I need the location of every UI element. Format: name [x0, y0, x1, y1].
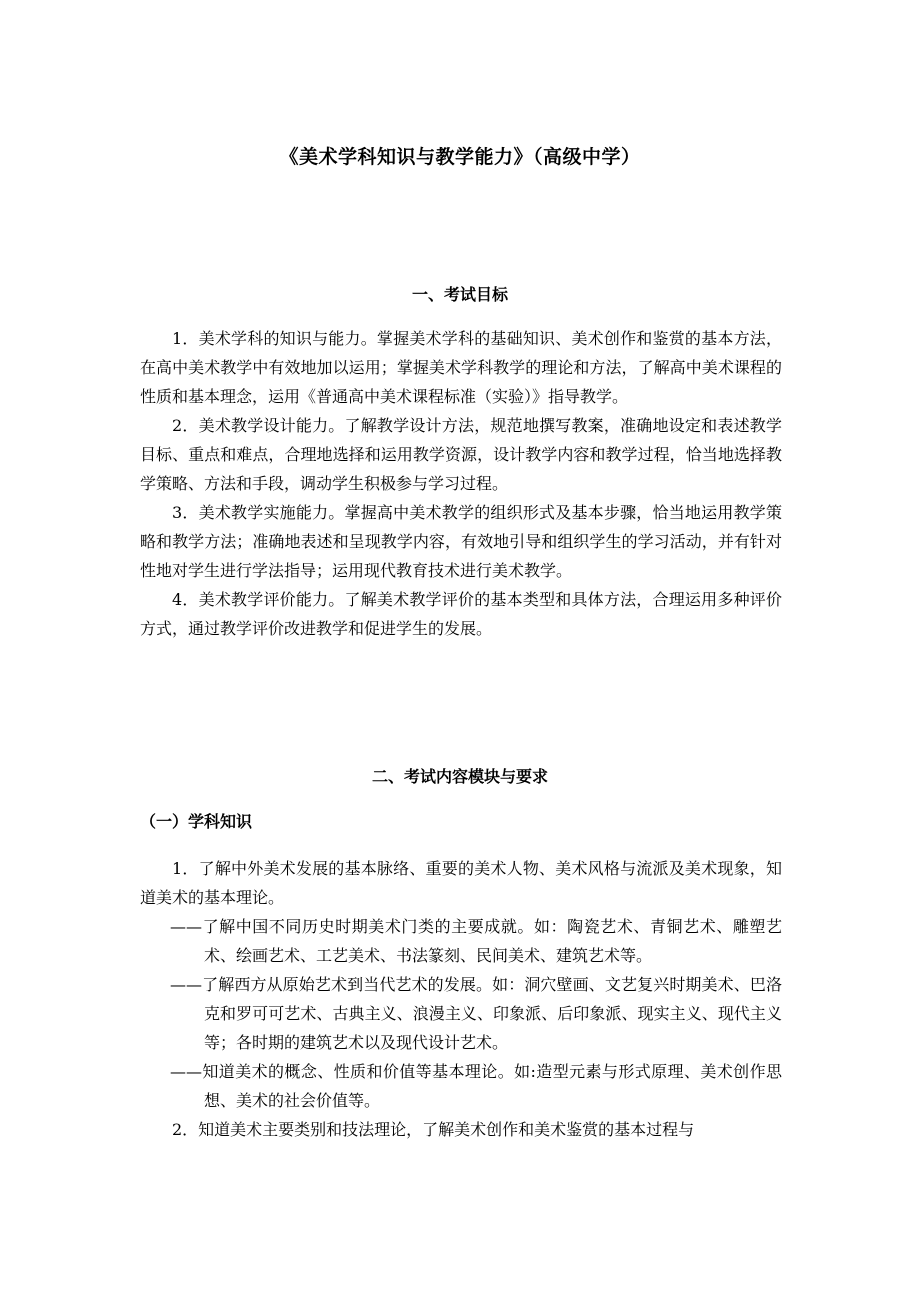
knowledge-dash-item-1: ——了解中国不同历史时期美术门类的主要成就。如：陶瓷艺术、青铜艺术、雕塑艺术、绘画艺术、工艺美术、书法篆刻、民间美术、建筑艺术等。	[170, 917, 782, 965]
objective-item-1: 1．美术学科的知识与能力。掌握美术学科的基础知识、美术创作和鉴赏的基本方法，在高中美术教学中有效地加以运用；掌握美术学科教学的理论和方法，了解高中美术课程的性质和基本理念，运用《普通高中美术课程标准（实验）》指导教学。	[140, 329, 782, 406]
subsection-heading-subject-knowledge: （一）学科知识	[140, 812, 253, 831]
knowledge-dash-item-2: ——了解西方从原始艺术到当代艺术的发展。如：洞穴壁画、文艺复兴时期美术、巴洛克和罗可可艺术、古典主义、浪漫主义、印象派、后印象派、现实主义、现代主义等；各时期的建筑艺术以及现代设计艺术。	[170, 975, 782, 1052]
objective-item-4: 4．美术教学评价能力。了解美术教学评价的基本类型和具体方法，合理运用多种评价方式，通过教学评价改进教学和促进学生的发展。	[140, 590, 782, 638]
subject-knowledge-content	[140, 854, 782, 1144]
section-heading-exam-objectives: 一、考试目标	[411, 285, 508, 304]
knowledge-item-2: 2．知道美术主要类别和技法理论，了解美术创作和美术鉴赏的基本过程与	[172, 1120, 695, 1139]
exam-objectives-list	[140, 324, 782, 643]
objective-item-3: 3．美术教学实施能力。掌握高中美术教学的组织形式及基本步骤，恰当地运用教学策略和教学方法；准确地表述和呈现教学内容，有效地引导和组织学生的学习活动，并有针对性地对学生进行学法指导；运用现代教育技术进行美术教学。	[140, 503, 782, 580]
document-title: 《美术学科知识与教学能力》（高级中学）	[279, 146, 641, 168]
section-heading-exam-content: 二、考试内容模块与要求	[371, 767, 548, 786]
objective-item-2: 2．美术教学设计能力。了解教学设计方法，规范地撰写教案，准确地设定和表述教学目标、重点和难点，合理地选择和运用教学资源，设计教学内容和教学过程，恰当地选择教学策略、方法和手段，调动学生积极参与学习过程。	[140, 416, 782, 493]
knowledge-dash-item-3: ——知道美术的概念、性质和价值等基本理论。如:造型元素与形式原理、美术创作思想、美术的社会价值等。	[170, 1062, 782, 1110]
knowledge-item-1: 1．了解中外美术发展的基本脉络、重要的美术人物、美术风格与流派及美术现象，知道美术的基本理论。	[140, 859, 782, 907]
